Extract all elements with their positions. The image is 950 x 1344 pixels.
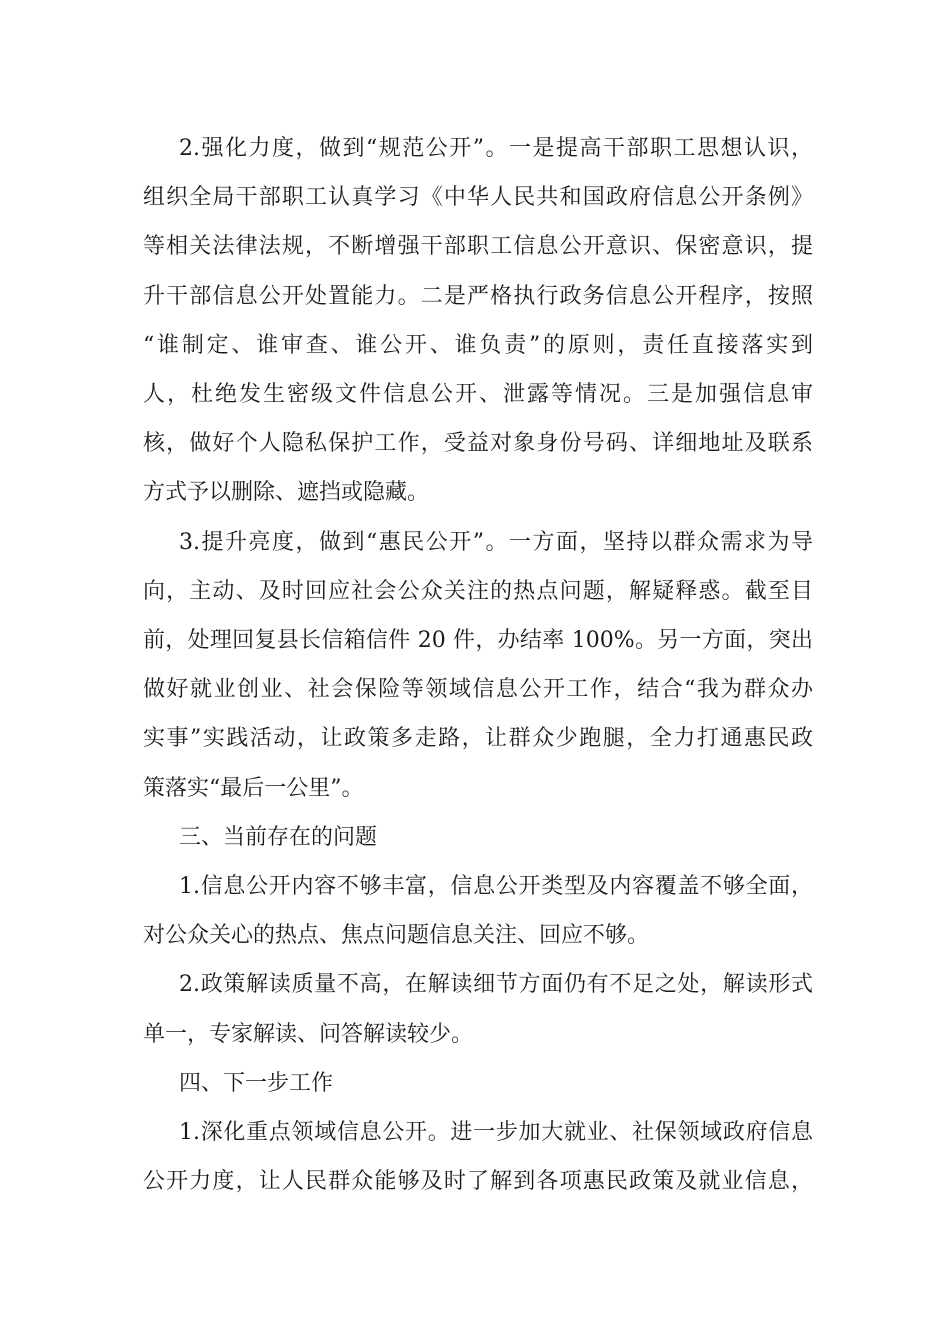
text-line: 向，主动、及时回应社会公众关注的热点问题，解疑释惑。截至目 xyxy=(143,578,813,604)
text-line: “谁制定、谁审查、谁公开、谁负责”的原则，责任直接落实到 xyxy=(143,332,813,358)
heading-next-steps xyxy=(143,1059,813,1108)
section-heading: 四、下一步工作 xyxy=(179,1070,334,1096)
text-line: 对公众关心的热点、焦点问题信息关注、回应不够。 xyxy=(143,923,650,949)
paragraph-problem-2 xyxy=(143,960,813,1058)
text-line: 实事”实践活动，让政策多走路，让群众少跑腿，全力打通惠民政 xyxy=(143,726,813,752)
paragraph-problem-1 xyxy=(143,862,813,960)
paragraph-next-step-1 xyxy=(143,1108,813,1206)
text-line: 3.提升亮度，做到“惠民公开”。一方面，坚持以群众需求为导 xyxy=(179,529,813,555)
paragraph-benefit-disclosure xyxy=(143,518,813,813)
text-line: 2.政策解读质量不高，在解读细节方面仍有不足之处，解读形式 xyxy=(179,972,813,998)
document-body xyxy=(143,124,813,1206)
text-line: 前，处理回复县长信箱信件 20 件，办结率 100%。另一方面，突出 xyxy=(143,628,813,654)
text-line: 1.深化重点领域信息公开。进一步加大就业、社保领域政府信息 xyxy=(179,1120,813,1146)
text-line: 组织全局干部职工认真学习《中华人民共和国政府信息公开条例》 xyxy=(143,185,813,211)
text-line: 方式予以删除、遮挡或隐藏。 xyxy=(143,480,430,506)
paragraph-standardize-disclosure xyxy=(143,124,813,518)
text-line: 做好就业创业、社会保险等领域信息公开工作，结合“我为群众办 xyxy=(143,677,813,703)
text-line: 升干部信息公开处置能力。二是严格执行政务信息公开程序，按照 xyxy=(143,283,813,309)
text-line: 策落实“最后一公里”。 xyxy=(143,775,364,801)
text-line: 2.强化力度，做到“规范公开”。一是提高干部职工思想认识， xyxy=(179,136,813,161)
text-line: 核，做好个人隐私保护工作，受益对象身份号码、详细地址及联系 xyxy=(143,431,813,457)
text-line: 公开力度，让人民群众能够及时了解到各项惠民政策及就业信息， xyxy=(143,1169,813,1195)
text-line: 人，杜绝发生密级文件信息公开、泄露等情况。三是加强信息审 xyxy=(143,382,813,408)
section-heading: 三、当前存在的问题 xyxy=(179,824,378,850)
text-line: 单一，专家解读、问答解读较少。 xyxy=(143,1021,474,1047)
heading-current-problems xyxy=(143,813,813,862)
text-line: 1.信息公开内容不够丰富，信息公开类型及内容覆盖不够全面， xyxy=(179,874,813,900)
text-line: 等相关法律法规，不断增强干部职工信息公开意识、保密意识，提 xyxy=(143,234,813,260)
